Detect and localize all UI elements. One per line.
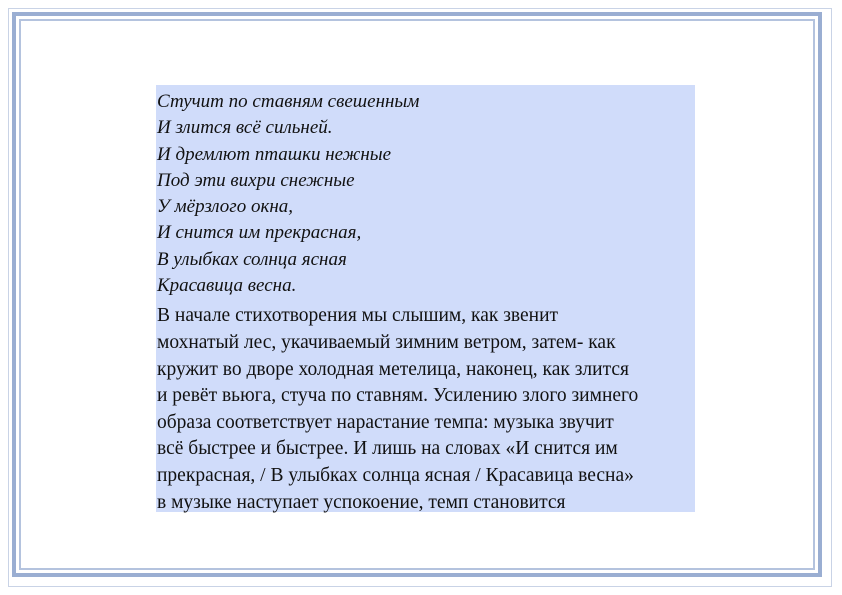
commentary-paragraph	[157, 303, 695, 516]
commentary-line: В начале стихотворения мы слышим, как звенит	[157, 305, 559, 327]
poem-line: И снится им прекрасная,	[157, 222, 362, 244]
poem-line: И злится всё сильней.	[157, 117, 333, 139]
poem-line: И дремлют пташки нежные	[157, 143, 392, 165]
commentary-line: прекрасная, / В улыбках солнца ясная / Красавица весна»	[157, 464, 634, 486]
poem-stanza	[157, 89, 695, 299]
commentary-line: и ревёт вьюга, стуча по ставням. Усилению злого зимнего	[157, 385, 639, 407]
poem-line: Стучит по ставням свешенным	[157, 91, 420, 112]
commentary-line: в музыке наступает успокоение, темп становится	[157, 491, 566, 513]
poem-line: Красавица весна.	[157, 275, 297, 297]
poem-line: Под эти вихри снежные	[157, 169, 355, 191]
poem-line: В улыбках солнца ясная	[157, 248, 347, 270]
commentary-line: мохнатый лес, укачиваемый зимним ветром, затем- как	[157, 331, 616, 353]
commentary-line: кружит во дворе холодная метелица, наконец, как злится	[157, 358, 629, 380]
commentary-line: всё быстрее и быстрее. И лишь на словах «И снится им	[157, 438, 618, 460]
poem-line: У мёрзлого окна,	[157, 196, 294, 218]
text-box[interactable]	[156, 85, 695, 512]
commentary-line: образа соответствует нарастание темпа: музыка звучит	[157, 411, 614, 433]
